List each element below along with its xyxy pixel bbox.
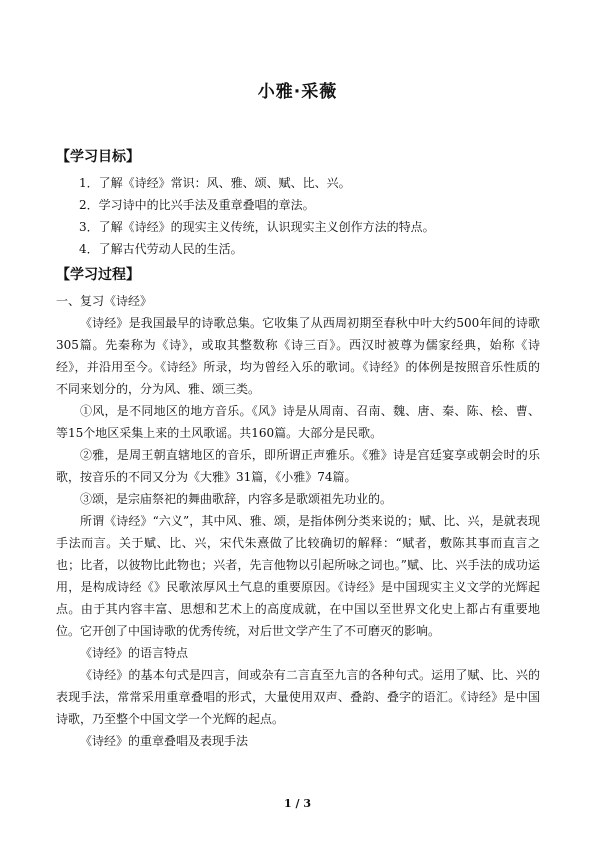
paragraph-language-features: 《诗经》的基本句式是四言，间或杂有二言直至九言的各种句式。运用了赋、比、兴的表现手法，常常采用重章叠唱的形式，大量使用双声、叠韵、叠字的语汇。《诗经》是中国诗歌，乃至整个中国文学一个光辉的起点。	[56, 668, 540, 726]
learning-goal-item: 1．了解《诗经》常识：风、雅、颂、赋、比、兴。	[79, 176, 351, 190]
paragraph-six-principles: 所谓《诗经》“六义”，其中风、雅、颂，是指体例分类来说的；赋、比、兴，是就表现手法而言。关于赋、比、兴，宋代朱熹做了比较确切的解释：“赋者，敷陈其事而直言之也；比者，以彼物比此物也；兴者，先言他物以引起所咏之词也。”赋、比、兴手法的成功运用，是构成诗经《》民歌浓厚风土气息的重要原因。《诗经》是中国现实主义文学的光辉起点。由于其内容丰富、思想和艺术上的高度成就，在中国以至世界文化史上都占有重要地位。它开创了中国诗歌的优秀传统，对后世文学产生了不可磨灭的影响。	[56, 514, 540, 638]
learning-process-body	[56, 290, 540, 752]
learning-goal-item: 2．学习诗中的比兴手法及重章叠唱的章法。	[79, 198, 315, 212]
paragraph-feng: ①风，是不同地区的地方音乐。《风》诗是从周南、召南、魏、唐、秦、陈、桧、曹、等15个地区采集上来的土风歌谣。共160篇。大部分是民歌。	[56, 404, 540, 440]
learning-goal-item: 4．了解古代劳动人民的生活。	[79, 242, 243, 256]
learning-process-heading: 【学习过程】	[56, 267, 140, 283]
subheading-language-features: 《诗经》的语言特点	[80, 646, 189, 660]
learning-goal-item: 3．了解《诗经》的现实主义传统，认识现实主义创作方法的特点。	[79, 220, 435, 234]
learning-goals-list	[79, 172, 539, 260]
learning-goals-heading: 【学习目标】	[56, 149, 140, 165]
subsection-heading-review: 一、复习《诗经》	[56, 294, 153, 308]
paragraph-ya: ②雅，是周王朝直辖地区的音乐，即所谓正声雅乐。《雅》诗是宫廷宴享或朝会时的乐歌，按音乐的不同又分为《大雅》31篇，《小雅》74篇。	[56, 448, 540, 484]
subheading-repetition: 《诗经》的重章叠唱及表现手法	[80, 734, 249, 748]
document-title: 小雅·采薇	[257, 82, 338, 102]
paragraph-intro: 《诗经》是我国最早的诗歌总集。它收集了从西周初期至春秋中叶大约500年间的诗歌305篇。先秦称为《诗》，或取其整数称《诗三百》。西汉时被尊为儒家经典，始称《诗经》，并沿用至今。《诗经》所录，均为曾经入乐的歌词。《诗经》的体例是按照音乐性质的不同来划分的，分为风、雅、颂三类。	[56, 316, 540, 396]
paragraph-song: ③颂，是宗庙祭祀的舞曲歌辞，内容多是歌颂祖先功业的。	[80, 492, 393, 506]
page-number: 1 / 3	[284, 797, 311, 810]
